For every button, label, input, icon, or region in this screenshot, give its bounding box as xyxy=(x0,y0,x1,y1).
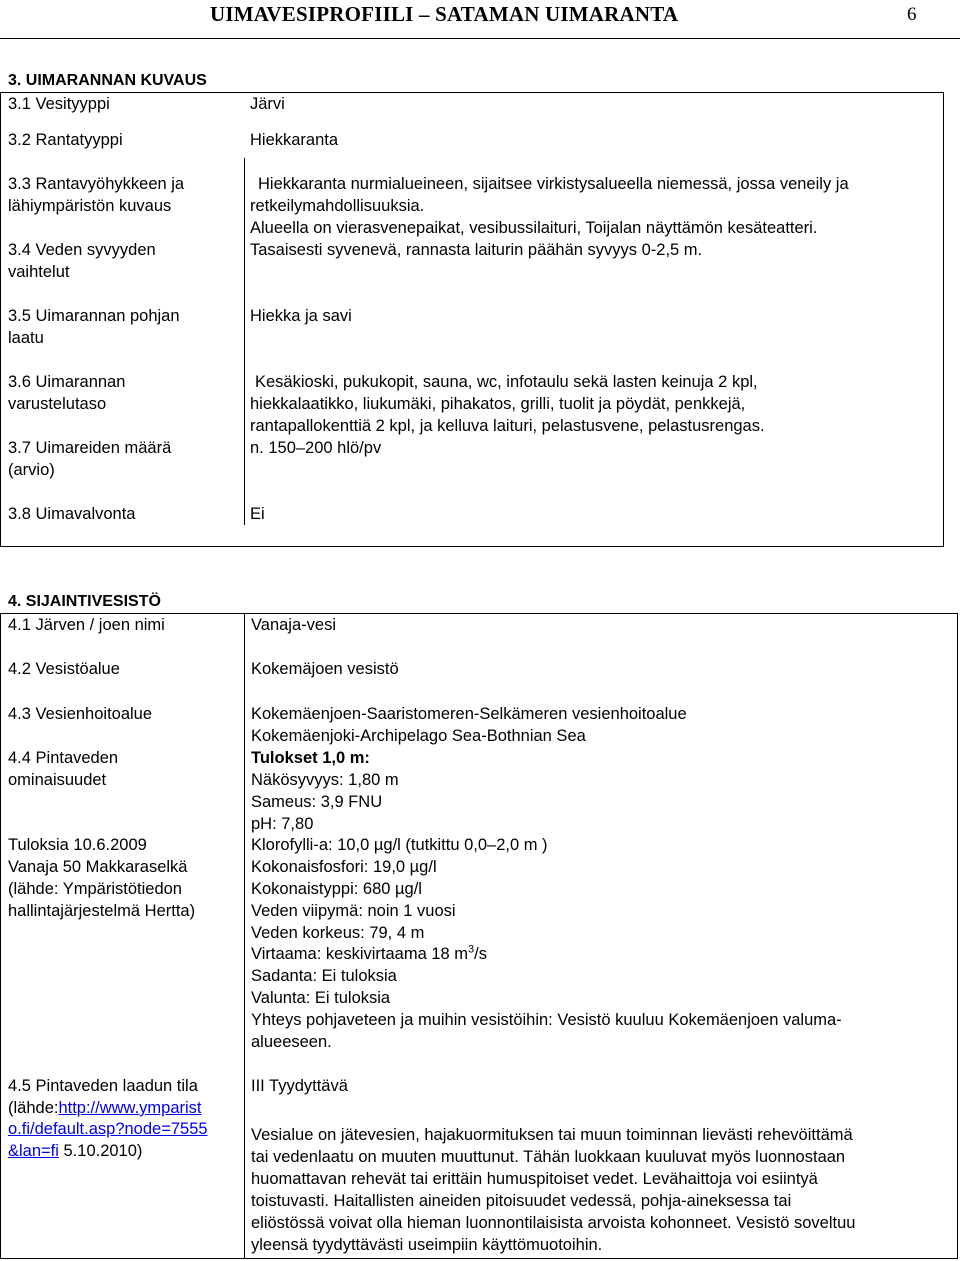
row-label-jarvi: 4.1 Järven / joen nimi xyxy=(8,616,165,634)
row-label-vesienhoitoalue: 4.3 Vesienhoitoalue xyxy=(8,705,153,723)
row-value-vesityyppi: Järvi xyxy=(250,95,285,113)
result-line: alueeseen. xyxy=(251,1033,332,1051)
quality-description: yleensä tyydyttävästi useimpiin käyttömuotoihin. xyxy=(251,1236,603,1254)
quality-description: huomattavan rehevät tai erittäin humuspitoiset vedet. Levähaittoja voi esiintyä xyxy=(251,1170,818,1188)
row-value-vesienhoitoalue-1: Kokemäenjoen-Saaristomeren-Selkämeren vesienhoitoalue xyxy=(251,705,687,723)
page-number: 6 xyxy=(907,4,917,25)
row-label-vanaja: Vanaja 50 Makkaraselkä xyxy=(8,858,188,876)
row-value-uimarit: n. 150–200 hlö/pv xyxy=(250,439,382,457)
page-header xyxy=(0,0,960,44)
row-label-pohja-1: 3.5 Uimarannan pohjan xyxy=(8,307,180,325)
result-line: Kokonaisfosfori: 19,0 µg/l xyxy=(251,858,437,876)
row-label-vesistoalue: 4.2 Vesistöalue xyxy=(8,660,120,678)
row-label-syvyys-2: vaihtelut xyxy=(8,263,70,281)
row-label-uimarit-1: 3.7 Uimareiden määrä xyxy=(8,439,172,457)
result-line: Kokonaistyppi: 680 µg/l xyxy=(251,880,422,898)
section-4-title: 4. SIJAINTIVESISTÖ xyxy=(8,593,161,610)
quality-status: III Tyydyttävä xyxy=(251,1077,348,1095)
source-date: 5.10.2010) xyxy=(58,1142,143,1160)
row-value-rantatyyppi: Hiekkaranta xyxy=(250,131,339,149)
row-value-rantavyohyke-2: retkeilymahdollisuuksia. xyxy=(250,197,425,215)
source-prefix: (lähde: xyxy=(8,1099,59,1117)
row-value-vesistoalue: Kokemäjoen vesistö xyxy=(251,660,399,678)
document-title: UIMAVESIPROFIILI – SATAMAN UIMARANTA xyxy=(210,2,679,26)
source-link[interactable]: &lan=fi xyxy=(8,1142,59,1160)
row-label-syvyys-1: 3.4 Veden syvyyden xyxy=(8,241,156,259)
quality-description: toistuvasti. Haitallisten aineiden pitoisuudet vedessä, pohja-aineksessa tai xyxy=(251,1192,792,1210)
result-line-flow xyxy=(251,943,487,965)
result-line: Valunta: Ei tuloksia xyxy=(251,989,391,1007)
row-value-syvyys: Tasaisesti syvenevä, rannasta laiturin päähän syvyys 0-2,5 m. xyxy=(250,241,703,259)
row-label-laatu-source xyxy=(8,1097,202,1119)
row-label-pintavesi-1: 4.4 Pintaveden xyxy=(8,749,119,767)
quality-description: Vesialue on jätevesien, hajakuormituksen tai muun toiminnan lievästi rehevöittämä xyxy=(251,1126,853,1144)
row-label-pohja-2: laatu xyxy=(8,329,44,347)
source-link[interactable]: http://www.ymparist xyxy=(58,1099,202,1117)
result-line: Veden viipymä: noin 1 vuosi xyxy=(251,902,456,920)
column-divider xyxy=(244,614,245,1258)
results-heading: Tulokset 1,0 m: xyxy=(251,749,370,767)
flow-unit: /s xyxy=(474,945,487,963)
result-line: Klorofylli-a: 10,0 µg/l (tutkittu 0,0–2,0 m ) xyxy=(251,836,548,854)
flow-text: Virtaama: keskivirtaama 18 m xyxy=(251,945,469,963)
column-divider xyxy=(244,158,245,525)
row-value-rantavyohyke-1: Hiekkaranta nurmialueineen, sijaitsee virkistysalueella niemessä, jossa veneily ja xyxy=(258,175,849,193)
row-label-rantatyyppi: 3.2 Rantatyyppi xyxy=(8,131,123,149)
row-label-vesityyppi: 3.1 Vesityyppi xyxy=(8,95,110,113)
row-value-jarvi: Vanaja-vesi xyxy=(251,616,336,634)
source-link[interactable]: o.fi/default.asp?node=7555 xyxy=(8,1120,208,1138)
quality-description: tai vedenlaatu on muuten muuttunut. Tähän luokkaan kuuluvat myös luonnostaan xyxy=(251,1148,846,1166)
result-line: Sameus: 3,9 FNU xyxy=(251,793,383,811)
row-label-tuloksia: Tuloksia 10.6.2009 xyxy=(8,836,147,854)
quality-description: eliöstössä voivat olla hieman luonnontilaisista arvoista kohonneet. Vesistö soveltuu xyxy=(251,1214,856,1232)
section-3-title: 3. UIMARANNAN KUVAUS xyxy=(8,72,207,89)
row-label-rantavyohyke-2: lähiympäristön kuvaus xyxy=(8,197,172,215)
row-value-pohja: Hiekka ja savi xyxy=(250,307,352,325)
result-line: pH: 7,80 xyxy=(251,815,314,833)
row-label-laatu-link-2 xyxy=(8,1118,208,1140)
row-label-uimarit-2: (arvio) xyxy=(8,461,55,479)
row-value-varustelu-1: Kesäkioski, pukukopit, sauna, wc, infotaulu sekä lasten keinuja 2 kpl, xyxy=(255,373,758,391)
row-value-vesienhoitoalue-2: Kokemäenjoki-Archipelago Sea-Bothnian Sea xyxy=(251,727,586,745)
header-divider xyxy=(0,38,960,39)
row-label-hertta: hallintajärjestelmä Hertta) xyxy=(8,902,196,920)
row-label-uimavalvonta: 3.8 Uimavalvonta xyxy=(8,505,136,523)
flow-exponent: 3 xyxy=(468,943,475,956)
row-value-rantavyohyke-3: Alueella on vierasvenepaikat, vesibussilaituri, Toijalan näyttämön kesäteatteri. xyxy=(250,219,818,237)
result-line: Yhteys pohjaveteen ja muihin vesistöihin: Vesistö kuuluu Kokemäenjoen valuma- xyxy=(251,1011,842,1029)
row-label-varustelu-1: 3.6 Uimarannan xyxy=(8,373,126,391)
result-line: Näkösyvyys: 1,80 m xyxy=(251,771,399,789)
row-value-varustelu-2: hiekkalaatikko, liukumäki, pihakatos, grilli, tuolit ja pöydät, penkkejä, xyxy=(250,395,746,413)
row-label-lahde: (lähde: Ympäristötiedon xyxy=(8,880,182,898)
row-label-laatu: 4.5 Pintaveden laadun tila xyxy=(8,1077,198,1095)
result-line: Sadanta: Ei tuloksia xyxy=(251,967,397,985)
row-label-laatu-link-3 xyxy=(8,1140,142,1162)
row-value-varustelu-3: rantapallokenttiä 2 kpl, ja kelluva laituri, pelastusvene, pelastusrengas. xyxy=(250,417,765,435)
row-label-varustelu-2: varustelutaso xyxy=(8,395,107,413)
row-label-rantavyohyke-1: 3.3 Rantavyöhykkeen ja xyxy=(8,175,185,193)
row-value-uimavalvonta: Ei xyxy=(250,505,265,523)
result-line: Veden korkeus: 79, 4 m xyxy=(251,924,425,942)
row-label-pintavesi-2: ominaisuudet xyxy=(8,771,107,789)
